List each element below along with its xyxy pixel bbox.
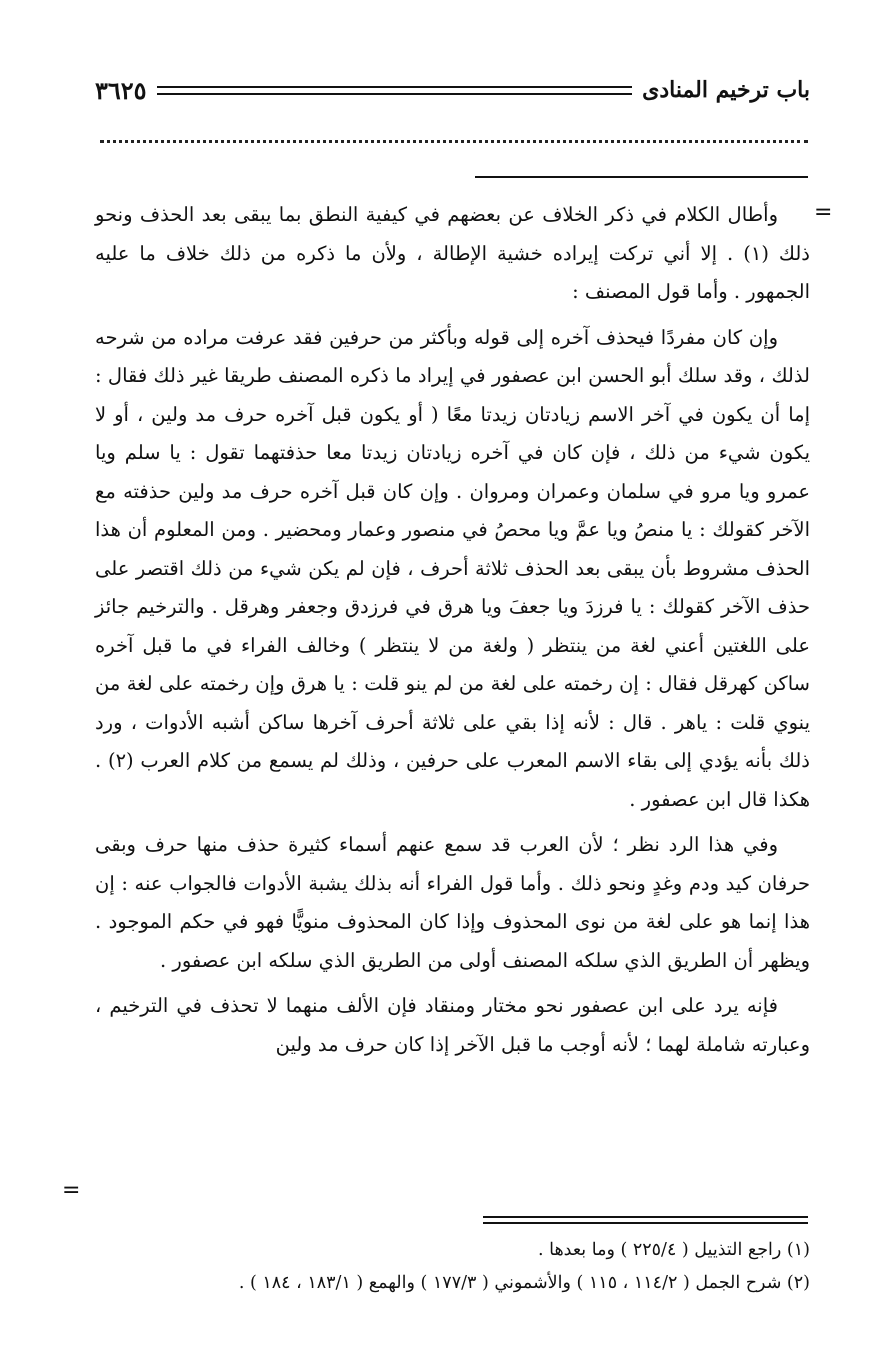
main-text bbox=[95, 196, 810, 1071]
paragraph: فإنه يرد على ابن عصفور نحو مختار ومنقاد فإن الألف منهما لا تحذف في الترخيم ، وعبارته شاملة لهما ؛ لأنه أوجب ما قبل الآخر إذا كان حرف مد ولين bbox=[95, 994, 810, 1056]
footnotes bbox=[95, 1234, 810, 1300]
footnote-2: (٢) شرح الجمل ( ١١٤/٢ ، ١١٥ ) والأشموني ( ١٧٧/٣ ) والهمع ( ١٨٣/١ ، ١٨٤ ) . bbox=[238, 1273, 810, 1293]
page-header bbox=[95, 70, 810, 110]
footnote-separator bbox=[483, 1216, 808, 1224]
header-double-rule bbox=[157, 86, 633, 95]
paragraph: وإن كان مفردًا فيحذف آخره إلى قوله وبأكثر من حرفين فقد عرفت مراده من شرحه لذلك ، وقد سلك أبو الحسن ابن عصفور في إيراد ما ذكره المصنف طريقا غير ذلك فقال : إما أن يكون في آخر الاسم زيادتان زيدتا معًا ( أو يكون قبل آخره حرف مد ولين ، أو لا يكون شيء من ذلك ، فإن كان في آخره زيادتان زيدتا معا حذفتهما تقول : يا سلم ويا عمرو ويا مرو في سلمان وعمران ومروان . وإن كان قبل آخره حرف مد ولين حذفته مع الآخر كقولك : يا منصُ ويا عمَّ ويا محصُ في منصور وعمار ومحضير . ومن المعلوم أن هذا الحذف مشروط بأن يبقى بعد الحذف ثلاثة أحرف ، فإن لم يكن شيء من ذلك اقتصر على حذف الآخر كقولك : يا فرزدَ ويا جعفَ ويا هرق في فرزدق وجعفر وهرقل . والترخيم جائز على اللغتين أعني لغة من ينتظر ( ولغة من لا ينتظر ) وخالف الفراء في ما قبل آخره ساكن كهرقل فقال : إن رخمته على لغة من لم ينو قلت : يا هرق وإن رخمته على لغة من ينوي قلت : ياهر . قال : لأنه إذا بقي على ثلاثة أحرف آخرها ساكن أشبه الأدوات ، ورد ذلك بأنه يؤدي إلى بقاء الاسم المعرب على حرفين ، وذلك لم يسمع من كلام العرب (٢) . هكذا قال ابن عصفور . bbox=[95, 325, 810, 811]
chapter-title: باب ترخيم المنادى bbox=[642, 77, 810, 103]
paragraph: وأطال الكلام في ذكر الخلاف عن بعضهم في كيفية النطق بما يبقى بعد الحذف ونحو ذلك (١) . إلا أني تركت إيراده خشية الإطالة ، ولأن ما ذكره من ذلك خلاف ما عليه الجمهور . وأما قول المصنف : bbox=[95, 203, 810, 303]
footnote-1: (١) راجع التذييل ( ٢٢٥/٤ ) وما بعدها . bbox=[537, 1240, 810, 1260]
continuation-mark-end: = bbox=[62, 1178, 81, 1203]
text-separator-rule bbox=[475, 176, 808, 178]
page-number: ٣٦٢٥ bbox=[95, 75, 147, 105]
dotted-separator bbox=[100, 140, 808, 143]
continuation-mark-start: = bbox=[814, 200, 833, 225]
paragraph: وفي هذا الرد نظر ؛ لأن العرب قد سمع عنهم أسماء كثيرة حذف منها حرف وبقى حرفان كيد ودم وغدٍ ونحو ذلك . وأما قول الفراء أنه بذلك يشبة الأدوات فالجواب عنه : إن هذا إنما هو على لغة من نوى المحذوف وإذا كان المحذوف منويًّا فهو في حكم الموجود . ويظهر أن الطريق الذي سلكه المصنف أولى من الطريق الذي سلكه ابن عصفور . bbox=[95, 833, 810, 972]
